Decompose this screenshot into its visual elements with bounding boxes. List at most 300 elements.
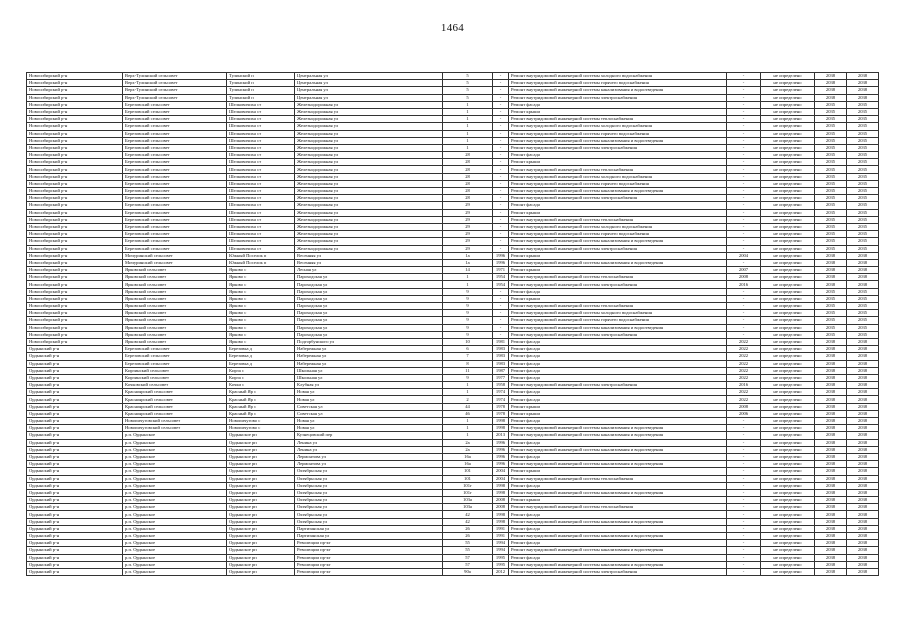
plan-start-year-cell: 2038: [815, 468, 847, 475]
cost-cell: не определено: [761, 353, 815, 360]
table-row: [27, 195, 879, 202]
plan-start-year-cell: 2035: [815, 288, 847, 295]
cost-cell: не определено: [761, 403, 815, 410]
settlement-cell: Березовский сельсовет: [123, 173, 227, 180]
locality-cell: Березовка д: [227, 353, 295, 360]
build-year-cell: -: [493, 209, 509, 216]
plan-start-year-cell: 2035: [815, 159, 847, 166]
last-repair-year-cell: 2008: [727, 274, 761, 281]
plan-start-year-cell: 2038: [815, 453, 847, 460]
street-cell: Клубная ул: [295, 382, 443, 389]
work-type-cell: Ремонт внутридомовой инженерной системы канализования и водоотведения: [509, 137, 727, 144]
table-row: [27, 518, 879, 525]
table-row: [27, 475, 879, 482]
plan-end-year-cell: 2038: [847, 482, 879, 489]
plan-end-year-cell: 2038: [847, 367, 879, 374]
plan-start-year-cell: 2038: [815, 525, 847, 532]
last-repair-year-cell: -: [727, 468, 761, 475]
plan-start-year-cell: 2038: [815, 396, 847, 403]
street-cell: Центральная ул: [295, 87, 443, 94]
cost-cell: не определено: [761, 504, 815, 511]
municipal-district-cell: Новосибирский р-н: [27, 188, 123, 195]
settlement-cell: Ярковский сельсовет: [123, 288, 227, 295]
street-cell: Железнодорожная ул: [295, 223, 443, 230]
build-year-cell: -: [493, 73, 509, 80]
work-type-cell: Ремонт фасада: [509, 389, 727, 396]
table-row: [27, 425, 879, 432]
plan-end-year-cell: 2038: [847, 453, 879, 460]
table-row: [27, 295, 879, 302]
build-year-cell: -: [493, 166, 509, 173]
plan-end-year-cell: 2035: [847, 166, 879, 173]
street-cell: Октябрьская ул: [295, 504, 443, 511]
municipal-district-cell: Ордынский р-н: [27, 446, 123, 453]
settlement-cell: р.п. Ордынское: [123, 497, 227, 504]
work-type-cell: Ремонт крыши: [509, 159, 727, 166]
build-year-cell: 1971: [493, 267, 509, 274]
street-cell: Октябрьская ул: [295, 468, 443, 475]
municipal-district-cell: Ордынский р-н: [27, 568, 123, 575]
street-cell: Ленина ул: [295, 439, 443, 446]
build-year-cell: 1977: [493, 374, 509, 381]
locality-cell: Шелковичиха ст: [227, 101, 295, 108]
cost-cell: не определено: [761, 360, 815, 367]
settlement-cell: Березовский сельсовет: [123, 216, 227, 223]
plan-end-year-cell: 2035: [847, 238, 879, 245]
municipal-district-cell: Ордынский р-н: [27, 561, 123, 568]
locality-cell: Ордынское рп: [227, 511, 295, 518]
house-number-cell: 1: [443, 144, 493, 151]
cost-cell: не определено: [761, 238, 815, 245]
locality-cell: Новопичугово с: [227, 425, 295, 432]
municipal-district-cell: Ордынский р-н: [27, 468, 123, 475]
cost-cell: не определено: [761, 281, 815, 288]
table-row: [27, 209, 879, 216]
work-type-cell: Ремонт внутридомовой инженерной системы теплоснабжения: [509, 274, 727, 281]
locality-cell: Шелковичиха ст: [227, 231, 295, 238]
cost-cell: не определено: [761, 130, 815, 137]
plan-start-year-cell: 2038: [815, 439, 847, 446]
cost-cell: не определено: [761, 267, 815, 274]
locality-cell: Ярково с: [227, 324, 295, 331]
municipal-district-cell: Ордынский р-н: [27, 482, 123, 489]
locality-cell: Шелковичиха ст: [227, 223, 295, 230]
locality-cell: Тулинский п: [227, 87, 295, 94]
house-number-cell: 1: [443, 274, 493, 281]
last-repair-year-cell: -: [727, 123, 761, 130]
last-repair-year-cell: -: [727, 533, 761, 540]
last-repair-year-cell: -: [727, 288, 761, 295]
street-cell: Железнодорожная ул: [295, 202, 443, 209]
house-number-cell: 55: [443, 540, 493, 547]
municipal-district-cell: Новосибирский р-н: [27, 324, 123, 331]
table-row: [27, 137, 879, 144]
locality-cell: Тулинский п: [227, 73, 295, 80]
table-row: [27, 202, 879, 209]
plan-end-year-cell: 2035: [847, 123, 879, 130]
municipal-district-cell: Новосибирский р-н: [27, 331, 123, 338]
locality-cell: Ордынское рп: [227, 489, 295, 496]
locality-cell: Шелковичиха ст: [227, 123, 295, 130]
plan-start-year-cell: 2035: [815, 295, 847, 302]
plan-end-year-cell: 2038: [847, 396, 879, 403]
municipal-district-cell: Новосибирский р-н: [27, 130, 123, 137]
street-cell: Пароходская ул: [295, 303, 443, 310]
settlement-cell: Ярковский сельсовет: [123, 295, 227, 302]
municipal-district-cell: Новосибирский р-н: [27, 108, 123, 115]
plan-end-year-cell: 2035: [847, 310, 879, 317]
street-cell: Весенняя ул: [295, 252, 443, 259]
plan-start-year-cell: 2038: [815, 382, 847, 389]
municipal-district-cell: Новосибирский р-н: [27, 73, 123, 80]
plan-start-year-cell: 2038: [815, 554, 847, 561]
street-cell: Железнодорожная ул: [295, 130, 443, 137]
work-type-cell: Ремонт внутридомовой инженерной системы холодного водоснабжения: [509, 73, 727, 80]
locality-cell: Шелковичиха ст: [227, 173, 295, 180]
table-row: [27, 108, 879, 115]
last-repair-year-cell: -: [727, 547, 761, 554]
locality-cell: Ордынское рп: [227, 446, 295, 453]
street-cell: Октябрьская ул: [295, 489, 443, 496]
last-repair-year-cell: -: [727, 166, 761, 173]
street-cell: Лесная ул: [295, 267, 443, 274]
build-year-cell: -: [493, 130, 509, 137]
cost-cell: не определено: [761, 108, 815, 115]
cost-cell: не определено: [761, 116, 815, 123]
settlement-cell: Новопичуговский сельсовет: [123, 425, 227, 432]
work-type-cell: Ремонт фасада: [509, 554, 727, 561]
plan-end-year-cell: 2038: [847, 338, 879, 345]
settlement-cell: р.п. Ордынское: [123, 511, 227, 518]
work-type-cell: Ремонт внутридомовой инженерной системы канализования и водоотведения: [509, 432, 727, 439]
table-row: [27, 504, 879, 511]
street-cell: Железнодорожная ул: [295, 144, 443, 151]
cost-cell: не определено: [761, 568, 815, 575]
table-row: [27, 159, 879, 166]
municipal-district-cell: Ордынский р-н: [27, 367, 123, 374]
street-cell: Ленина ул: [295, 446, 443, 453]
table-row: [27, 561, 879, 568]
work-type-cell: Ремонт внутридомовой инженерной системы электроснабжения: [509, 568, 727, 575]
table-row: [27, 331, 879, 338]
plan-start-year-cell: 2038: [815, 274, 847, 281]
settlement-cell: Кирзинский сельсовет: [123, 367, 227, 374]
plan-start-year-cell: 2038: [815, 252, 847, 259]
plan-start-year-cell: 2035: [815, 231, 847, 238]
last-repair-year-cell: 2006: [727, 410, 761, 417]
street-cell: Пароходская ул: [295, 295, 443, 302]
locality-cell: Ордынское рп: [227, 568, 295, 575]
house-number-cell: 90а: [443, 568, 493, 575]
last-repair-year-cell: -: [727, 223, 761, 230]
plan-end-year-cell: 2035: [847, 180, 879, 187]
build-year-cell: -: [493, 144, 509, 151]
cost-cell: не определено: [761, 554, 815, 561]
last-repair-year-cell: 2022: [727, 360, 761, 367]
work-type-cell: Ремонт внутридомовой инженерной системы горячего водоснабжения: [509, 130, 727, 137]
house-number-cell: 57: [443, 554, 493, 561]
street-cell: Октябрьская ул: [295, 497, 443, 504]
last-repair-year-cell: -: [727, 497, 761, 504]
build-year-cell: -: [493, 288, 509, 295]
house-number-cell: 101: [443, 475, 493, 482]
municipal-district-cell: Новосибирский р-н: [27, 310, 123, 317]
municipal-district-cell: Новосибирский р-н: [27, 317, 123, 324]
locality-cell: Березовка д: [227, 346, 295, 353]
table-row: [27, 367, 879, 374]
plan-start-year-cell: 2035: [815, 173, 847, 180]
plan-start-year-cell: 2035: [815, 166, 847, 173]
municipal-district-cell: Новосибирский р-н: [27, 202, 123, 209]
house-number-cell: 16а: [443, 461, 493, 468]
work-type-cell: Ремонт внутридомовой инженерной системы теплоснабжения: [509, 166, 727, 173]
settlement-cell: Верх-Тулинский сельсовет: [123, 73, 227, 80]
municipal-district-cell: Новосибирский р-н: [27, 87, 123, 94]
house-number-cell: 9: [443, 288, 493, 295]
last-repair-year-cell: 2022: [727, 353, 761, 360]
house-number-cell: 9: [443, 374, 493, 381]
plan-start-year-cell: 2038: [815, 568, 847, 575]
plan-start-year-cell: 2035: [815, 130, 847, 137]
last-repair-year-cell: -: [727, 540, 761, 547]
plan-end-year-cell: 2038: [847, 403, 879, 410]
build-year-cell: 1994: [493, 540, 509, 547]
table-row: [27, 245, 879, 252]
locality-cell: Кочки с: [227, 382, 295, 389]
settlement-cell: Березовский сельсовет: [123, 231, 227, 238]
build-year-cell: -: [493, 188, 509, 195]
last-repair-year-cell: -: [727, 130, 761, 137]
table-row: [27, 403, 879, 410]
house-number-cell: 9: [443, 317, 493, 324]
plan-start-year-cell: 2038: [815, 281, 847, 288]
house-number-cell: 16а: [443, 453, 493, 460]
last-repair-year-cell: -: [727, 439, 761, 446]
street-cell: Революции пр-кт: [295, 568, 443, 575]
cost-cell: не определено: [761, 346, 815, 353]
build-year-cell: -: [493, 152, 509, 159]
last-repair-year-cell: 2022: [727, 367, 761, 374]
plan-start-year-cell: 2035: [815, 209, 847, 216]
street-cell: Революции пр-кт: [295, 547, 443, 554]
plan-start-year-cell: 2035: [815, 116, 847, 123]
plan-start-year-cell: 2035: [815, 108, 847, 115]
locality-cell: Ордынское рп: [227, 432, 295, 439]
street-cell: Железнодорожная ул: [295, 238, 443, 245]
last-repair-year-cell: -: [727, 202, 761, 209]
table-row: [27, 396, 879, 403]
cost-cell: не определено: [761, 173, 815, 180]
last-repair-year-cell: -: [727, 144, 761, 151]
locality-cell: Шелковичиха ст: [227, 166, 295, 173]
street-cell: Набережная ул: [295, 360, 443, 367]
house-number-cell: 42: [443, 518, 493, 525]
table-row: [27, 101, 879, 108]
locality-cell: Тулинский п: [227, 80, 295, 87]
locality-cell: Красный Яр с: [227, 403, 295, 410]
work-type-cell: Ремонт внутридомовой инженерной системы канализования и водоотведения: [509, 446, 727, 453]
work-type-cell: Ремонт внутридомовой инженерной системы холодного водоснабжения: [509, 173, 727, 180]
table-row: [27, 303, 879, 310]
settlement-cell: Березовский сельсовет: [123, 116, 227, 123]
street-cell: Набережная ул: [295, 346, 443, 353]
table-row: [27, 324, 879, 331]
municipal-district-cell: Новосибирский р-н: [27, 267, 123, 274]
municipal-district-cell: Новосибирский р-н: [27, 159, 123, 166]
build-year-cell: 2004: [493, 475, 509, 482]
municipal-district-cell: Новосибирский р-н: [27, 101, 123, 108]
last-repair-year-cell: -: [727, 295, 761, 302]
locality-cell: Красный Яр с: [227, 396, 295, 403]
plan-end-year-cell: 2035: [847, 108, 879, 115]
municipal-district-cell: Новосибирский р-н: [27, 338, 123, 345]
locality-cell: Ярково с: [227, 288, 295, 295]
build-year-cell: 2008: [493, 504, 509, 511]
municipal-district-cell: Ордынский р-н: [27, 382, 123, 389]
plan-start-year-cell: 2038: [815, 87, 847, 94]
work-type-cell: Ремонт внутридомовой инженерной системы канализования и водоотведения: [509, 547, 727, 554]
table-row: [27, 87, 879, 94]
cost-cell: не определено: [761, 80, 815, 87]
plan-end-year-cell: 2035: [847, 116, 879, 123]
work-type-cell: Ремонт крыши: [509, 295, 727, 302]
house-number-cell: 101: [443, 468, 493, 475]
plan-end-year-cell: 2038: [847, 418, 879, 425]
build-year-cell: -: [493, 116, 509, 123]
work-type-cell: Ремонт крыши: [509, 410, 727, 417]
plan-start-year-cell: 2038: [815, 461, 847, 468]
work-type-cell: Ремонт внутридомовой инженерной системы горячего водоснабжения: [509, 231, 727, 238]
plan-end-year-cell: 2038: [847, 540, 879, 547]
municipal-district-cell: Новосибирский р-н: [27, 137, 123, 144]
street-cell: Железнодорожная ул: [295, 108, 443, 115]
work-type-cell: Ремонт крыши: [509, 252, 727, 259]
build-year-cell: 1954: [493, 281, 509, 288]
table-row: [27, 568, 879, 575]
table-row: [27, 446, 879, 453]
house-number-cell: 9: [443, 303, 493, 310]
settlement-cell: р.п. Ордынское: [123, 533, 227, 540]
settlement-cell: Ярковский сельсовет: [123, 281, 227, 288]
locality-cell: Шелковичиха ст: [227, 130, 295, 137]
plan-end-year-cell: 2038: [847, 382, 879, 389]
settlement-cell: Березовский сельсовет: [123, 202, 227, 209]
work-type-cell: Ремонт внутридомовой инженерной системы горячего водоснабжения: [509, 180, 727, 187]
plan-end-year-cell: 2038: [847, 547, 879, 554]
plan-end-year-cell: 2038: [847, 73, 879, 80]
last-repair-year-cell: -: [727, 80, 761, 87]
build-year-cell: 1998: [493, 482, 509, 489]
settlement-cell: Мичуринский сельсовет: [123, 252, 227, 259]
street-cell: Железнодорожная ул: [295, 245, 443, 252]
locality-cell: Шелковичиха ст: [227, 116, 295, 123]
street-cell: Революции пр-кт: [295, 554, 443, 561]
street-cell: Октябрьская ул: [295, 482, 443, 489]
plan-end-year-cell: 2035: [847, 331, 879, 338]
last-repair-year-cell: -: [727, 453, 761, 460]
settlement-cell: Мичуринский сельсовет: [123, 259, 227, 266]
last-repair-year-cell: 2004: [727, 252, 761, 259]
last-repair-year-cell: -: [727, 94, 761, 101]
cost-cell: не определено: [761, 396, 815, 403]
last-repair-year-cell: 2007: [727, 267, 761, 274]
build-year-cell: -: [493, 195, 509, 202]
plan-start-year-cell: 2035: [815, 245, 847, 252]
work-type-cell: Ремонт внутридомовой инженерной системы теплоснабжения: [509, 504, 727, 511]
municipal-district-cell: Ордынский р-н: [27, 533, 123, 540]
cost-cell: не определено: [761, 159, 815, 166]
municipal-district-cell: Ордынский р-н: [27, 389, 123, 396]
build-year-cell: -: [493, 123, 509, 130]
plan-end-year-cell: 2038: [847, 432, 879, 439]
table-row: [27, 94, 879, 101]
plan-end-year-cell: 2035: [847, 137, 879, 144]
table-row: [27, 317, 879, 324]
locality-cell: Южный Поселок п: [227, 252, 295, 259]
last-repair-year-cell: -: [727, 245, 761, 252]
street-cell: Школьная ул: [295, 367, 443, 374]
table-row: [27, 216, 879, 223]
house-number-cell: 1: [443, 137, 493, 144]
plan-start-year-cell: 2038: [815, 511, 847, 518]
last-repair-year-cell: -: [727, 216, 761, 223]
locality-cell: Ярково с: [227, 281, 295, 288]
house-number-cell: 29: [443, 238, 493, 245]
cost-cell: не определено: [761, 497, 815, 504]
settlement-cell: Березовский сельсовет: [123, 159, 227, 166]
municipal-district-cell: Ордынский р-н: [27, 432, 123, 439]
municipal-district-cell: Новосибирский р-н: [27, 295, 123, 302]
work-type-cell: Ремонт внутридомовой инженерной системы холодного водоснабжения: [509, 310, 727, 317]
house-number-cell: 1: [443, 425, 493, 432]
house-number-cell: 5: [443, 80, 493, 87]
municipal-district-cell: Ордынский р-н: [27, 518, 123, 525]
cost-cell: не определено: [761, 418, 815, 425]
work-type-cell: Ремонт внутридомовой инженерной системы электроснабжения: [509, 144, 727, 151]
table-row: [27, 166, 879, 173]
cost-cell: не определено: [761, 303, 815, 310]
table-row: [27, 116, 879, 123]
last-repair-year-cell: 2022: [727, 396, 761, 403]
build-year-cell: 1996: [493, 446, 509, 453]
build-year-cell: 1991: [493, 525, 509, 532]
locality-cell: Ордынское рп: [227, 461, 295, 468]
plan-end-year-cell: 2035: [847, 159, 879, 166]
municipal-district-cell: Ордынский р-н: [27, 439, 123, 446]
build-year-cell: 1996: [493, 461, 509, 468]
house-number-cell: 1: [443, 101, 493, 108]
cost-cell: не определено: [761, 518, 815, 525]
house-number-cell: 26: [443, 533, 493, 540]
settlement-cell: Березовский сельсовет: [123, 209, 227, 216]
cost-cell: не определено: [761, 73, 815, 80]
locality-cell: Ярково с: [227, 338, 295, 345]
build-year-cell: -: [493, 324, 509, 331]
last-repair-year-cell: -: [727, 159, 761, 166]
plan-start-year-cell: 2038: [815, 475, 847, 482]
street-cell: Партизанская ул: [295, 525, 443, 532]
cost-cell: не определено: [761, 252, 815, 259]
last-repair-year-cell: -: [727, 446, 761, 453]
municipal-district-cell: Ордынский р-н: [27, 554, 123, 561]
work-type-cell: Ремонт внутридомовой инженерной системы канализования и водоотведения: [509, 461, 727, 468]
house-number-cell: 1: [443, 382, 493, 389]
house-number-cell: 9: [443, 295, 493, 302]
street-cell: Железнодорожная ул: [295, 231, 443, 238]
house-number-cell: 1: [443, 281, 493, 288]
house-number-cell: 44: [443, 403, 493, 410]
plan-start-year-cell: 2035: [815, 152, 847, 159]
